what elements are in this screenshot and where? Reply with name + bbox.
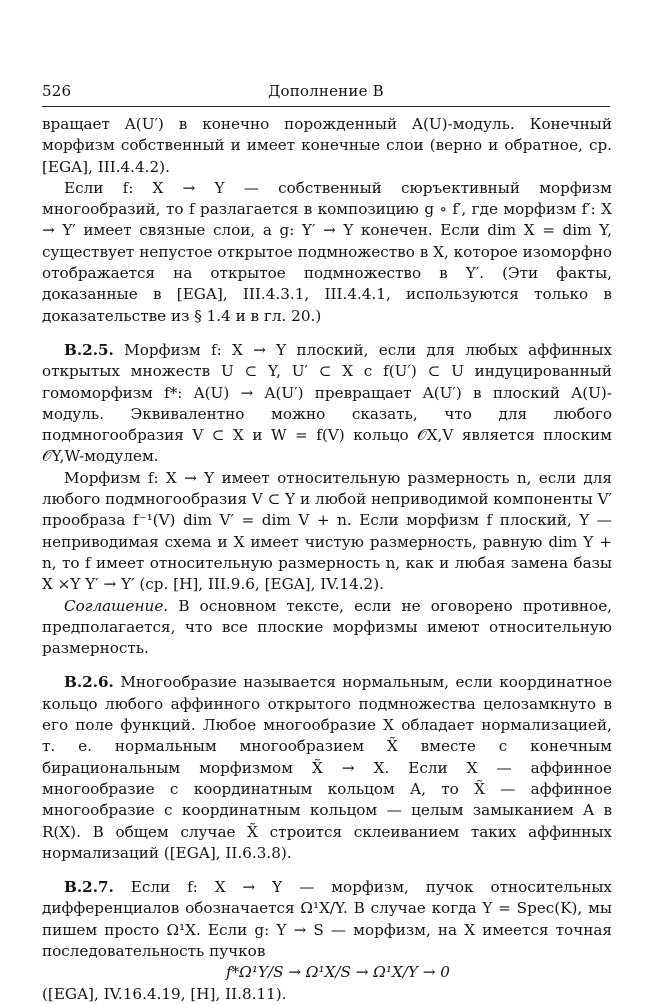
running-head: Дополнение В — [268, 82, 384, 100]
section-text: Многообразие называется нормальным, если координатное кольцо любого аффинного открытого подмножества целозамкнуто в его поле функций. Любое многообразие X обладает нормализацией, т. е. нормальным многообразием X̃ вместе с конечным бирациональным морфизмом X̃ → X. Если X — аффинное многообразие с координатным кольцом A, то X̃ — аффинное многообразие с координатным кольцом — целым замыканием A в R(X). В общем случае X̃ строится склеиванием таких аффинных нормализаций ([EGA], II.6.3.8). — [42, 673, 613, 862]
paragraph-relative-dimension: Морфизм f: X → Y имеет относительную размерность n, если для любого подмногообразия V ⊂ Y и любой неприводимой компоненты V′ прообраза f⁻¹(V) dim V′ = dim V + n. Если морфизм f плоский, Y — неприводимая схема и X имеет чистую размерность, равную dim Y + n, то f имеет относительную размерность n, как и любая замена базы X ×Y Y′ → Y′ (ср. [H], III.9.6, [EGA], IV.14.2). — [42, 468, 612, 594]
section-b25 — [42, 340, 612, 468]
convention-label: Соглашение. — [64, 596, 169, 615]
section-b27 — [42, 877, 612, 962]
exact-sequence-formula: f*Ω¹Y/S → Ω¹X/S → Ω¹X/Y → 0 — [226, 963, 450, 982]
convention-text: В основном тексте, если не оговорено противное, предполагается, что все плоские морфизмы имеют относительную размерность. — [42, 596, 613, 658]
page-number: 526 — [42, 82, 72, 100]
section-label: В.2.5. — [64, 340, 114, 359]
section-text: Морфизм f: X → Y плоский, если для любых аффинных открытых множеств U ⊂ Y, U′ ⊂ X с f(U′) ⊂ U индуцированный гомоморфизм f*: A(U) → A(U′) превращает A(U′) в плоский A(U)-модуль. Эквивалентно можно сказать, что для любого подмногообразия V ⊂ X и W = f(V) кольцо 𝒪X,V является плоским 𝒪Y,W-модулем. — [42, 340, 613, 466]
section-text: Если f: X → Y — морфизм, пучок относительных дифференциалов обозначается Ω¹X/Y. В случае когда Y = Spec(K), мы пишем просто Ω¹X. Если g: Y → S — морфизм, на X имеется точная последовательность пучков — [42, 878, 612, 960]
page-body — [42, 114, 612, 1005]
section-label: В.2.7. — [64, 878, 114, 897]
references-end: ([EGA], IV.16.4.19, [H], II.8.11). — [42, 984, 287, 1003]
paragraph-continuation: вращает A(U′) в конечно порожденный A(U)-модуль. Конечный морфизм собственный и имеет конечные слои (верно и обратное, ср. [EGA], III.4.4.2). — [42, 115, 612, 176]
section-b26 — [42, 672, 612, 864]
page-header — [42, 82, 610, 106]
paragraph-proper-morphism: Если f: X → Y — собственный сюръективный морфизм многообразий, то f разлагается в композицию g ∘ f′, где морфизм f′: X → Y′ имеет связные слои, а g: Y′ → Y конечен. Если dim X = dim Y, существует непустое открытое подмножество в X, которое изоморфно отображается на открытое подмножество в Y′. (Эти факты, доказанные в [EGA], III.4.3.1, III.4.4.1, используются только в доказательстве из § 1.4 и в гл. 20.) — [42, 178, 612, 325]
paragraph-convention — [42, 596, 612, 660]
header-rule — [42, 106, 610, 107]
section-label: В.2.6. — [64, 673, 114, 692]
